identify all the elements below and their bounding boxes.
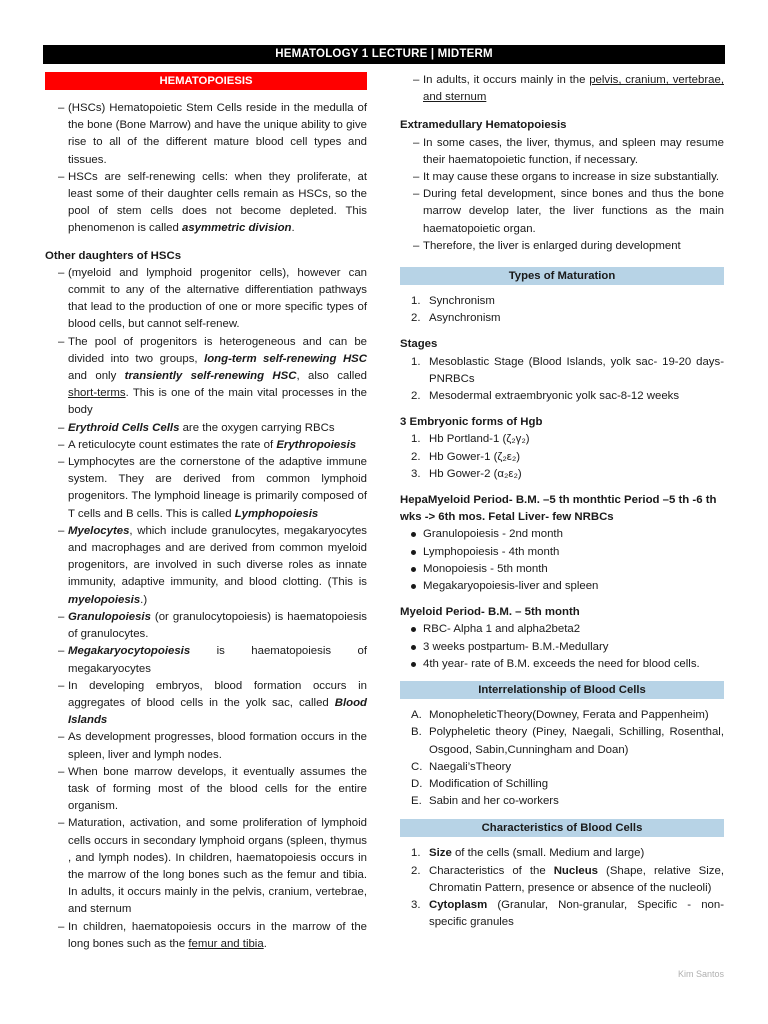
list-item-text: Hb Gower-2 (α₂ε₂) [429, 467, 522, 480]
list-marker: 2. [411, 450, 421, 463]
characteristics-section-title: Characteristics of Blood Cells [400, 819, 724, 837]
list-item-text: Polypheletic theory (Piney, Naegali, Schilling, Rosenthal, Osgood, Sabin,Cunningham and Doan) [429, 726, 724, 756]
list-marker: 2. [411, 864, 421, 877]
text-run: , which include granulocytes, megakaryocytes and macrophages and are derived from common myeloid progenitors, are involved in such diverse roles as innate immunity, adaptive immunity, and blood clotting. (This is [68, 524, 367, 589]
list-item-text: Hb Gower-1 (ζ₂ε₂) [429, 450, 521, 463]
list-marker: D. [411, 777, 423, 790]
hematopoiesis-section-title: HEMATOPOIESIS [45, 72, 367, 90]
hgb-forms-heading: 3 Embryonic forms of Hgb [400, 416, 543, 429]
list-item [400, 793, 724, 810]
list-item [400, 354, 724, 388]
list-item-text: Mesodermal extraembryonic yolk sac-8-12 weeks [429, 390, 680, 403]
list-item [400, 72, 724, 106]
list-item: RBC- Alpha 1 and alpha2beta2 [400, 621, 724, 638]
text-run: , also called [296, 370, 368, 383]
extramedullary-list [400, 135, 724, 255]
emphasized-term: asymmetric division [181, 222, 292, 235]
list-item: 4th year- rate of B.M. exceeds the need for blood cells. [400, 656, 724, 673]
text-run: (Shape, relative Size, Chromatin Pattern, presence or absence of the nucleoli) [429, 864, 724, 894]
list-item [400, 897, 724, 931]
list-marker: A. [411, 709, 422, 722]
list-item-text: Sabin and her co-workers [429, 795, 559, 808]
myeloid-period-heading: Myeloid Period- B.M. – 5th month [400, 606, 580, 619]
list-item [400, 186, 724, 238]
text-run: In developing embryos, blood formation occurs in aggregates of blood cells in the yolk sac, called [68, 679, 367, 709]
list-item-text: Naegali’sTheory [429, 760, 512, 773]
text-run: The pool of progenitors is heterogeneous and can be divided into two groups, [68, 335, 367, 365]
emphasized-term: Lymphopoiesis [234, 507, 319, 520]
stages-heading: Stages [400, 338, 438, 351]
list-item [400, 293, 724, 310]
list-item [400, 707, 724, 724]
text-run: In children, haematopoiesis occurs in the marrow of the long bones such as the [68, 920, 367, 950]
text-run: Lymphocytes are the cornerstone of the adaptive immune system. They are derived from common lymphoid progenitors. The lymphoid lineage is primarily composed of T cells and B cells. This is called [68, 456, 367, 520]
author-footer: Kim Santos [677, 969, 724, 979]
list-item [45, 729, 367, 763]
text-run: When bone marrow develops, it eventually assumes the task of forming most of the blood cells for the entire organism. [68, 765, 367, 813]
emphasized-term: Megakaryocytopoiesis [68, 645, 191, 658]
list-item [400, 845, 724, 862]
list-item [45, 919, 367, 953]
list-item: Monopoiesis - 5th month [400, 561, 724, 578]
hepamyeloid-period-list [400, 526, 724, 595]
list-marker: E. [411, 795, 422, 808]
emphasized-term: Erythroid Cells Cells [68, 421, 180, 434]
list-item-text: Asynchronism [429, 312, 501, 325]
list-item [45, 334, 367, 420]
list-item [400, 449, 724, 466]
list-item [400, 776, 724, 793]
list-marker: 2. [411, 312, 421, 325]
list-marker: 1. [411, 847, 421, 860]
interrelationship-list [400, 707, 724, 810]
list-marker: 3. [411, 898, 421, 911]
list-marker: 2. [411, 390, 421, 403]
text-run: . This is one of the main vital processes in the body [68, 387, 367, 417]
list-item-text: Mesoblastic Stage (Blood Islands, yolk sac- 19-20 days- PNRBCs [429, 355, 724, 385]
list-item [45, 100, 367, 169]
list-item [45, 169, 367, 238]
list-marker: 1. [411, 355, 421, 368]
hepamyeloid-period-heading: HepaMyeloid Period- B.M. –5 th monthtic Period –5 th -6 th wks -> 6th mos. Fetal Liver- few NRBCs [400, 494, 717, 524]
left-column [45, 72, 367, 953]
emphasized-term: Myelocytes [68, 524, 130, 537]
list-item [45, 678, 367, 730]
list-item-text: MonopheleticTheory(Downey, Ferata and Pappenheim) [429, 709, 709, 722]
list-item: Granulopoiesis - 2nd month [400, 526, 724, 543]
myeloid-period-list [400, 621, 724, 673]
list-item [45, 523, 367, 609]
text-run: During fetal development, since bones and thus the bone marrow develop later, the liver functions as the main haematopoietic organ. [423, 188, 724, 235]
text-run: (myeloid and lymphoid progenitor cells), however can commit to any of the alternative differentiation pathways that lead to the production of one or more specific types of blood cells, but cannot self-renew. [68, 266, 367, 331]
text-run: In some cases, the liver, thymus, and spleen may resume their haematopoietic function, if necessary. [423, 136, 724, 166]
other-daughters-list [45, 265, 367, 953]
list-item [400, 310, 724, 327]
stages-list [400, 354, 724, 406]
list-item [45, 815, 367, 918]
list-marker: 3. [411, 467, 421, 480]
hgb-forms-list [400, 431, 724, 483]
list-item [45, 420, 367, 437]
emphasized-term: Erythropoiesis [276, 438, 357, 451]
list-item [400, 431, 724, 448]
list-marker: B. [411, 726, 422, 739]
list-item [400, 724, 724, 758]
bold-term: Size [429, 847, 452, 860]
other-daughters-heading: Other daughters of HSCs [45, 249, 182, 262]
interrelationship-section-title: Interrelationship of Blood Cells [400, 681, 724, 699]
text-run: HSCs are self-renewing cells: when they proliferate, at least some of their daughter cells remain as HSCs, so the pool of stem cells does not become depleted. This phenomenon is called [68, 170, 367, 235]
emphasized-term: myelopoiesis [68, 593, 141, 606]
text-run: (HSCs) Hematopoietic Stem Cells reside in the medulla of the bone (Bone Marrow) and have the unique ability to give rise to all of the different mature blood cell types and tissues. [68, 102, 367, 166]
emphasized-term: Granulopoiesis [68, 610, 151, 623]
underlined-text: femur and tibia [188, 937, 264, 950]
bold-term: Nucleus [553, 864, 599, 877]
types-of-maturation-section-title: Types of Maturation [400, 267, 724, 285]
list-item [400, 169, 724, 186]
text-run: (or granulocytopoiesis) is haematopoiesis of granulocytes. [68, 610, 367, 641]
characteristics-list [400, 845, 724, 931]
list-marker: C. [411, 760, 423, 773]
list-item [45, 643, 367, 677]
text-run: A reticulocyte count estimates the rate of [68, 438, 277, 451]
adults-continuation-list [400, 72, 724, 106]
text-run: (Granular, Non-granular, Specific - non-specific granules [429, 898, 724, 929]
text-run: Therefore, the liver is enlarged during development [423, 239, 681, 252]
list-item: 3 weeks postpartum- B.M.-Medullary [400, 639, 724, 656]
emphasized-term: Blood Islands [68, 696, 367, 727]
text-run: .) [140, 593, 148, 606]
text-run: . [263, 937, 267, 950]
extramedullary-heading: Extramedullary Hematopoiesis [400, 119, 567, 132]
emphasized-term: long-term self-renewing HSC [204, 352, 367, 365]
list-item [400, 759, 724, 776]
maturation-list [400, 293, 724, 327]
list-item [400, 135, 724, 169]
hsc-intro-list [45, 100, 367, 238]
text-run: are the oxygen carrying RBCs [179, 421, 335, 434]
text-run: of the cells (small. Medium and large) [451, 847, 645, 860]
underlined-text: short-terms [68, 387, 126, 400]
list-item [45, 437, 367, 454]
right-column [400, 72, 724, 931]
list-item-text: Synchronism [429, 295, 495, 308]
list-item: Lymphopoiesis - 4th month [400, 544, 724, 561]
text-run: It may cause these organs to increase in size substantially. [423, 171, 720, 184]
list-item: Megakaryopoiesis-liver and spleen [400, 578, 724, 595]
list-item [400, 238, 724, 255]
bold-term: Cytoplasm [429, 898, 488, 911]
list-item [400, 388, 724, 405]
list-item [45, 265, 367, 334]
list-marker: 1. [411, 295, 421, 308]
list-item-text: Hb Portland-1 (ζ₂γ₂) [429, 433, 530, 446]
text-run: Maturation, activation, and some proliferation of lymphoid cells occurs in secondary lymphoid organs (spleen, thymus , and lymph nodes). In children, haematopoiesis occurs in the marrow of the long bones such as the femur and tibia. In adults, it occurs mainly in the pelvis, cranium, vertebrae, and sternum [68, 817, 367, 916]
list-item [45, 764, 367, 816]
list-marker: 1. [411, 433, 421, 446]
list-item [45, 454, 367, 523]
emphasized-term: transiently self-renewing HSC [124, 370, 297, 383]
list-item [45, 609, 367, 643]
list-item-text: Modification of Schilling [429, 777, 549, 790]
text-run: Characteristics of the [429, 864, 554, 877]
page-header-banner: HEMATOLOGY 1 LECTURE | MIDTERM [43, 45, 725, 64]
text-run: is haematopoiesis of megakaryocytes [68, 645, 367, 675]
text-run: In adults, it occurs mainly in the [423, 74, 590, 86]
list-item [400, 466, 724, 483]
text-run: . [291, 222, 295, 235]
underlined-text: pelvis, cranium, vertebrae, and sternum [423, 74, 724, 104]
text-run: and only [68, 370, 125, 383]
text-run: As development progresses, blood formation occurs in the spleen, liver and lymph nodes. [68, 731, 367, 761]
list-item [400, 863, 724, 897]
